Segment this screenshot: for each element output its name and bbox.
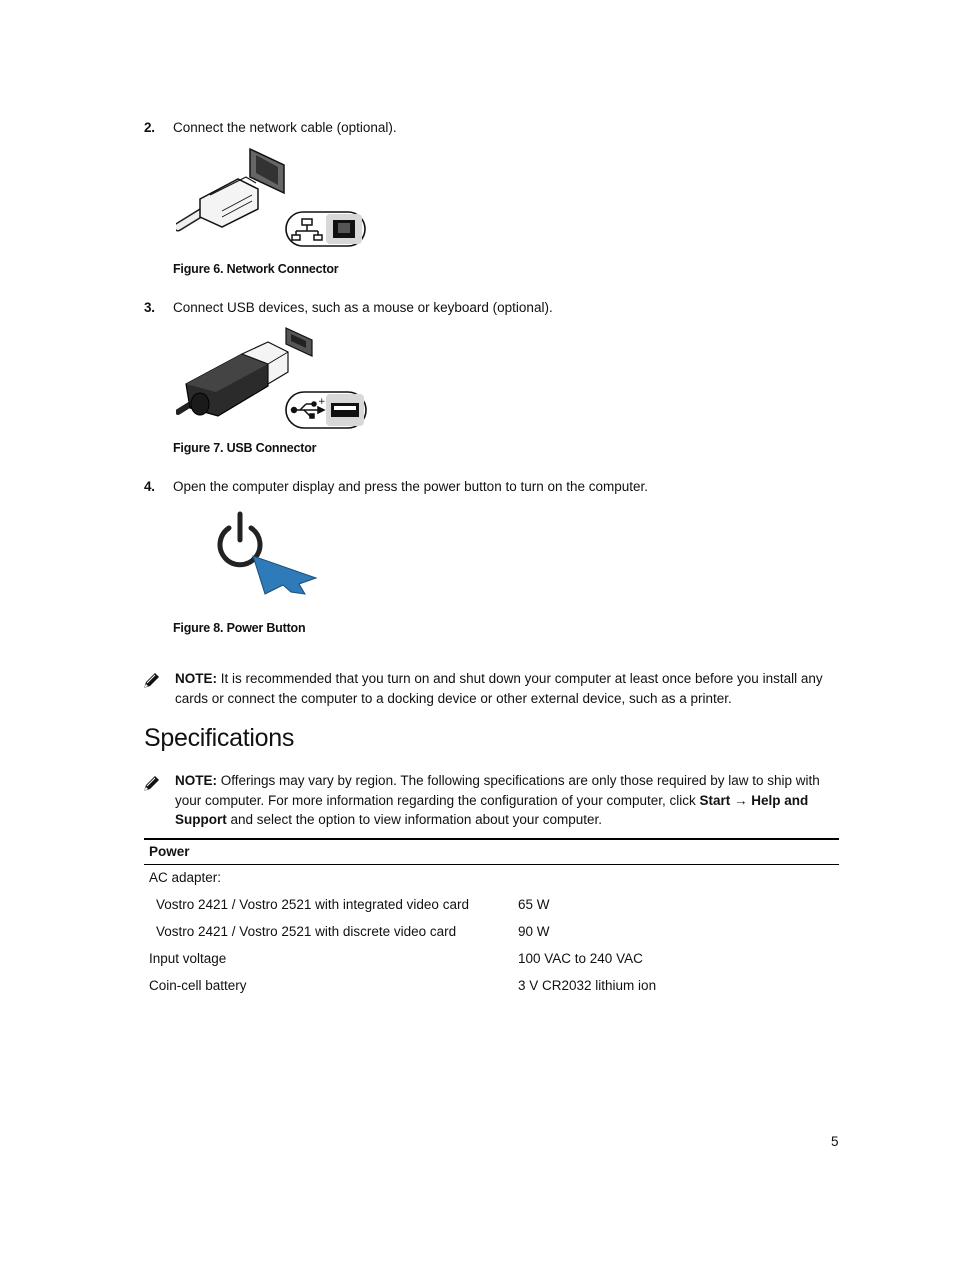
table-top-rule: [144, 838, 839, 840]
table-row-label: Vostro 2421 / Vostro 2521 with integrated video card: [156, 897, 469, 912]
figure-8-caption: Figure 8. Power Button: [173, 621, 306, 635]
pencil-note-icon: [141, 774, 161, 794]
note-1-text: It is recommended that you turn on and shut down your computer at least once before you install any cards or connect the computer to a docking device or other external device, such as a printer.: [175, 671, 823, 706]
figure-6-caption: Figure 6. Network Connector: [173, 262, 339, 276]
figure-7-caption: Figure 7. USB Connector: [173, 441, 317, 455]
help-support-ref: Help and Support: [175, 792, 809, 827]
power-button-figure: [215, 508, 320, 598]
table-row-label: Coin-cell battery: [149, 978, 247, 993]
section-title: Specifications: [144, 724, 295, 752]
table-header-power: Power: [149, 844, 190, 859]
table-header-rule: [144, 864, 839, 865]
step-2-number: 2.: [144, 120, 155, 135]
arrow-separator: →: [730, 792, 752, 808]
network-port-icon: [176, 145, 371, 250]
table-row-value: 65 W: [518, 897, 550, 912]
usb-port-icon: [176, 324, 371, 432]
usb-connector-figure: [176, 324, 371, 432]
table-row-value: 100 VAC to 240 VAC: [518, 951, 643, 966]
network-connector-figure: [176, 145, 371, 250]
note-1: [175, 669, 837, 708]
start-menu-ref: Start: [699, 792, 731, 808]
note-2-label: NOTE:: [175, 773, 217, 788]
pencil-note-icon: [141, 671, 161, 691]
step-4-number: 4.: [144, 479, 155, 494]
note-1-label: NOTE:: [175, 671, 217, 686]
table-row-label: Vostro 2421 / Vostro 2521 with discrete video card: [156, 924, 457, 939]
table-row-value: 90 W: [518, 924, 550, 939]
step-2-text: Connect the network cable (optional).: [173, 120, 397, 135]
step-4-text: Open the computer display and press the power button to turn on the computer.: [173, 479, 649, 494]
power-icon: [215, 508, 320, 598]
step-3-text: Connect USB devices, such as a mouse or keyboard (optional).: [173, 300, 553, 315]
step-3-number: 3.: [144, 300, 155, 315]
table-row-value: 3 V CR2032 lithium ion: [518, 978, 657, 993]
note-2-text-b: and select the option to view information about your computer.: [226, 812, 602, 827]
note-2: [175, 771, 837, 830]
table-row-label: AC adapter:: [149, 870, 222, 885]
note-2-text-a: Offerings may vary by region. The following specifications are only those required by law to ship with your computer. For more information regarding the configuration of your computer, click: [175, 773, 820, 808]
table-row-label: Input voltage: [149, 951, 227, 966]
page-number: 5: [831, 1134, 839, 1149]
svg-text:+: +: [318, 397, 326, 407]
